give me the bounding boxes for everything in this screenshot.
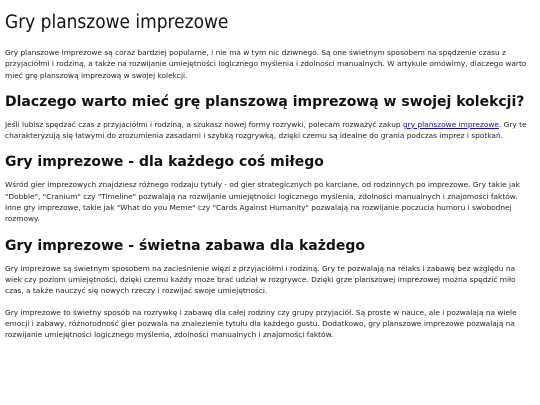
- page-title: Gry planszowe imprezowe: [5, 12, 229, 33]
- section-heading: Gry imprezowe - dla każdego coś miłego: [5, 154, 324, 171]
- section-great-fun: [5, 237, 530, 341]
- section-heading: Gry imprezowe - świetna zabawa dla każdego: [5, 237, 366, 254]
- section-paragraph: [5, 119, 530, 142]
- section-why: [5, 93, 530, 142]
- intro-paragraph: Gry planszowe imprezowe są coraz bardziej popularne, i nie ma w tym nic dziwnego. Są one świetnym sposobem na spędzenie czasu z przyjaciółmi i rodziną, a także na rozwijanie umiejętności logicznego myślenia i zdolności manualnych. W artykule omówimy, dlaczego warto mieć grę planszową imprezową w swojej kolekcji.: [5, 48, 527, 80]
- section-for-everyone: [5, 153, 530, 224]
- paragraph-text: Jeśli lubisz spędzać czas z przyjaciółmi i rodziną, a szukasz nowej formy rozrywki, polecam rozważyć zakup: [5, 119, 403, 129]
- section-paragraph: Gry imprezowe to świetny sposób na rozrywkę i zabawę dla całej rodziny czy grupy przyjaciół. Są proste w nauce, ale i pozwalają na wiele emocji i zabawy, różnorodność gier pozwala na znalezienie tytułu dla każdego gustu. Dodatkowo, gry planszowe imprezowe pozwalają na rozwijanie umiejętności logicznego myślenia, zdolności manualnych i znajomości faktów.: [5, 307, 517, 340]
- section-paragraph: Wśród gier imprezowych znajdziesz różnego rodzaju tytuły - od gier strategicznych po karciane, od rodzinnych po imprezowe. Gry takie jak "Dobble", "Cranium" czy "Timeline" pozwalają na rozwijanie umiejętności logicznego myślenia, zdolności manualnych i znajomości faktów. Inne gry imprezowe, takie jak "What do you Meme" czy "Cards Against Humanity" pozwalają na rozwijanie poczucia humoru i swobodnej rozmowy.: [5, 180, 520, 224]
- section-paragraph: Gry imprezowe są świetnym sposobem na zacieśnienie więzi z przyjaciółmi i rodziną. Gry te pozwalają na relaks i zabawę bez względu na wiek czy poziom umiejętności, dzięki czemu każdy może brać udział w rozgrywce. Dzięki grze planszowej imprezowej można spędzić miło czas, a także nauczyć się nowych rzeczy i rozwijać swoje umiejętności.: [5, 263, 516, 296]
- section-heading: Dlaczego warto mieć grę planszową imprezową w swojej kolekcji?: [5, 93, 525, 110]
- party-games-link[interactable]: gry planszowe imprezowe: [402, 119, 499, 129]
- paragraph-text: . Gry te charakteryzują się łatwymi do zrozumienia zasadami i szybką rozgrywką, dzięki czemu są idealne do grania podczas imprez i spotkań.: [5, 119, 527, 141]
